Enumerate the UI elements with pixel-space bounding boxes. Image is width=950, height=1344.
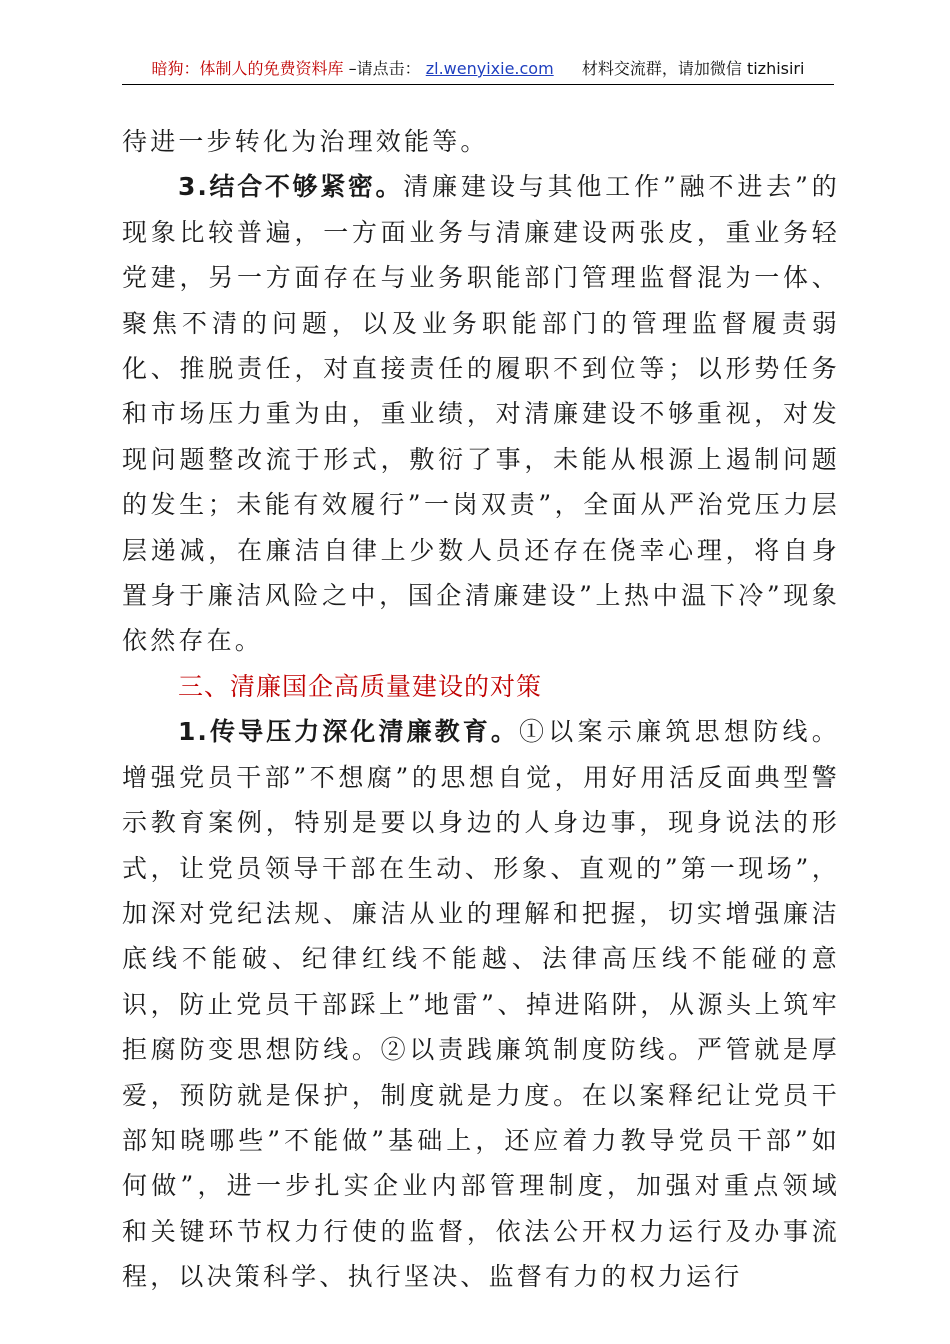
document-body [122,119,840,1300]
item-3-lead: 3.结合不够紧密。 [178,172,404,202]
section-heading: 三、清廉国企高质量建设的对策 [178,671,543,701]
item-3-paragraph [122,164,840,663]
header-site-label: 暗狗：体制人的免费资料库 [151,59,344,78]
item-1-paragraph [122,709,840,1299]
header-group-note: 材料交流群，请加微信 tizhisiri [581,59,805,78]
item-1-text: ①以案示廉筑思想防线。增强党员干部”不想腐”的思想自觉，用好用活反面典型警示教育案例，特别是要以身边的人身边事，现身说法的形式，让党员领导干部在生动、形象、直观的”第一现场”，加深对党纪法规、廉洁从业的理解和把握，切实增强廉洁底线不能破、纪律红线不能越、法律高压线不能碰的意识，防止党员干部踩上”地雷”、掉进陷阱，从源头上筑牢拒腐防变思想防线。②以责践廉筑制度防线。严管就是厚爱，预防就是保护，制度就是力度。在以案释纪让党员干部知晓哪些”不能做”基础上，还应着力教导党员干部”如何做”，进一步扎实企业内部管理制度，加强对重点领域和关键环节权力行使的监督，依法公开权力运行及办事流程，以决策科学、执行坚决、监督有力的权力运行 [122,717,840,1292]
header-link[interactable]: zl.wenyixie.com [425,59,554,78]
page-header [122,58,834,85]
item-1-lead: 1.传导压力深化清廉教育。 [178,717,519,747]
header-click-prompt: –请点击： [348,59,421,78]
item-3-text: 清廉建设与其他工作”融不进去”的现象比较普遍，一方面业务与清廉建设两张皮，重业务轻党建，另一方面存在与业务职能部门管理监督混为一体、聚焦不清的问题，以及业务职能部门的管理监督履责弱化、推脱责任，对直接责任的履职不到位等；以形势任务和市场压力重为由，重业绩，对清廉建设不够重视，对发现问题整改流于形式，敷衍了事，未能从根源上遏制问题的发生；未能有效履行”一岗双责”，全面从严治党压力层层递减，在廉洁自律上少数人员还存在侥幸心理，将自身置身于廉洁风险之中，国企清廉建设”上热中温下冷”现象依然存在。 [122,172,840,656]
continuation-paragraph: 待进一步转化为治理效能等。 [122,127,489,156]
